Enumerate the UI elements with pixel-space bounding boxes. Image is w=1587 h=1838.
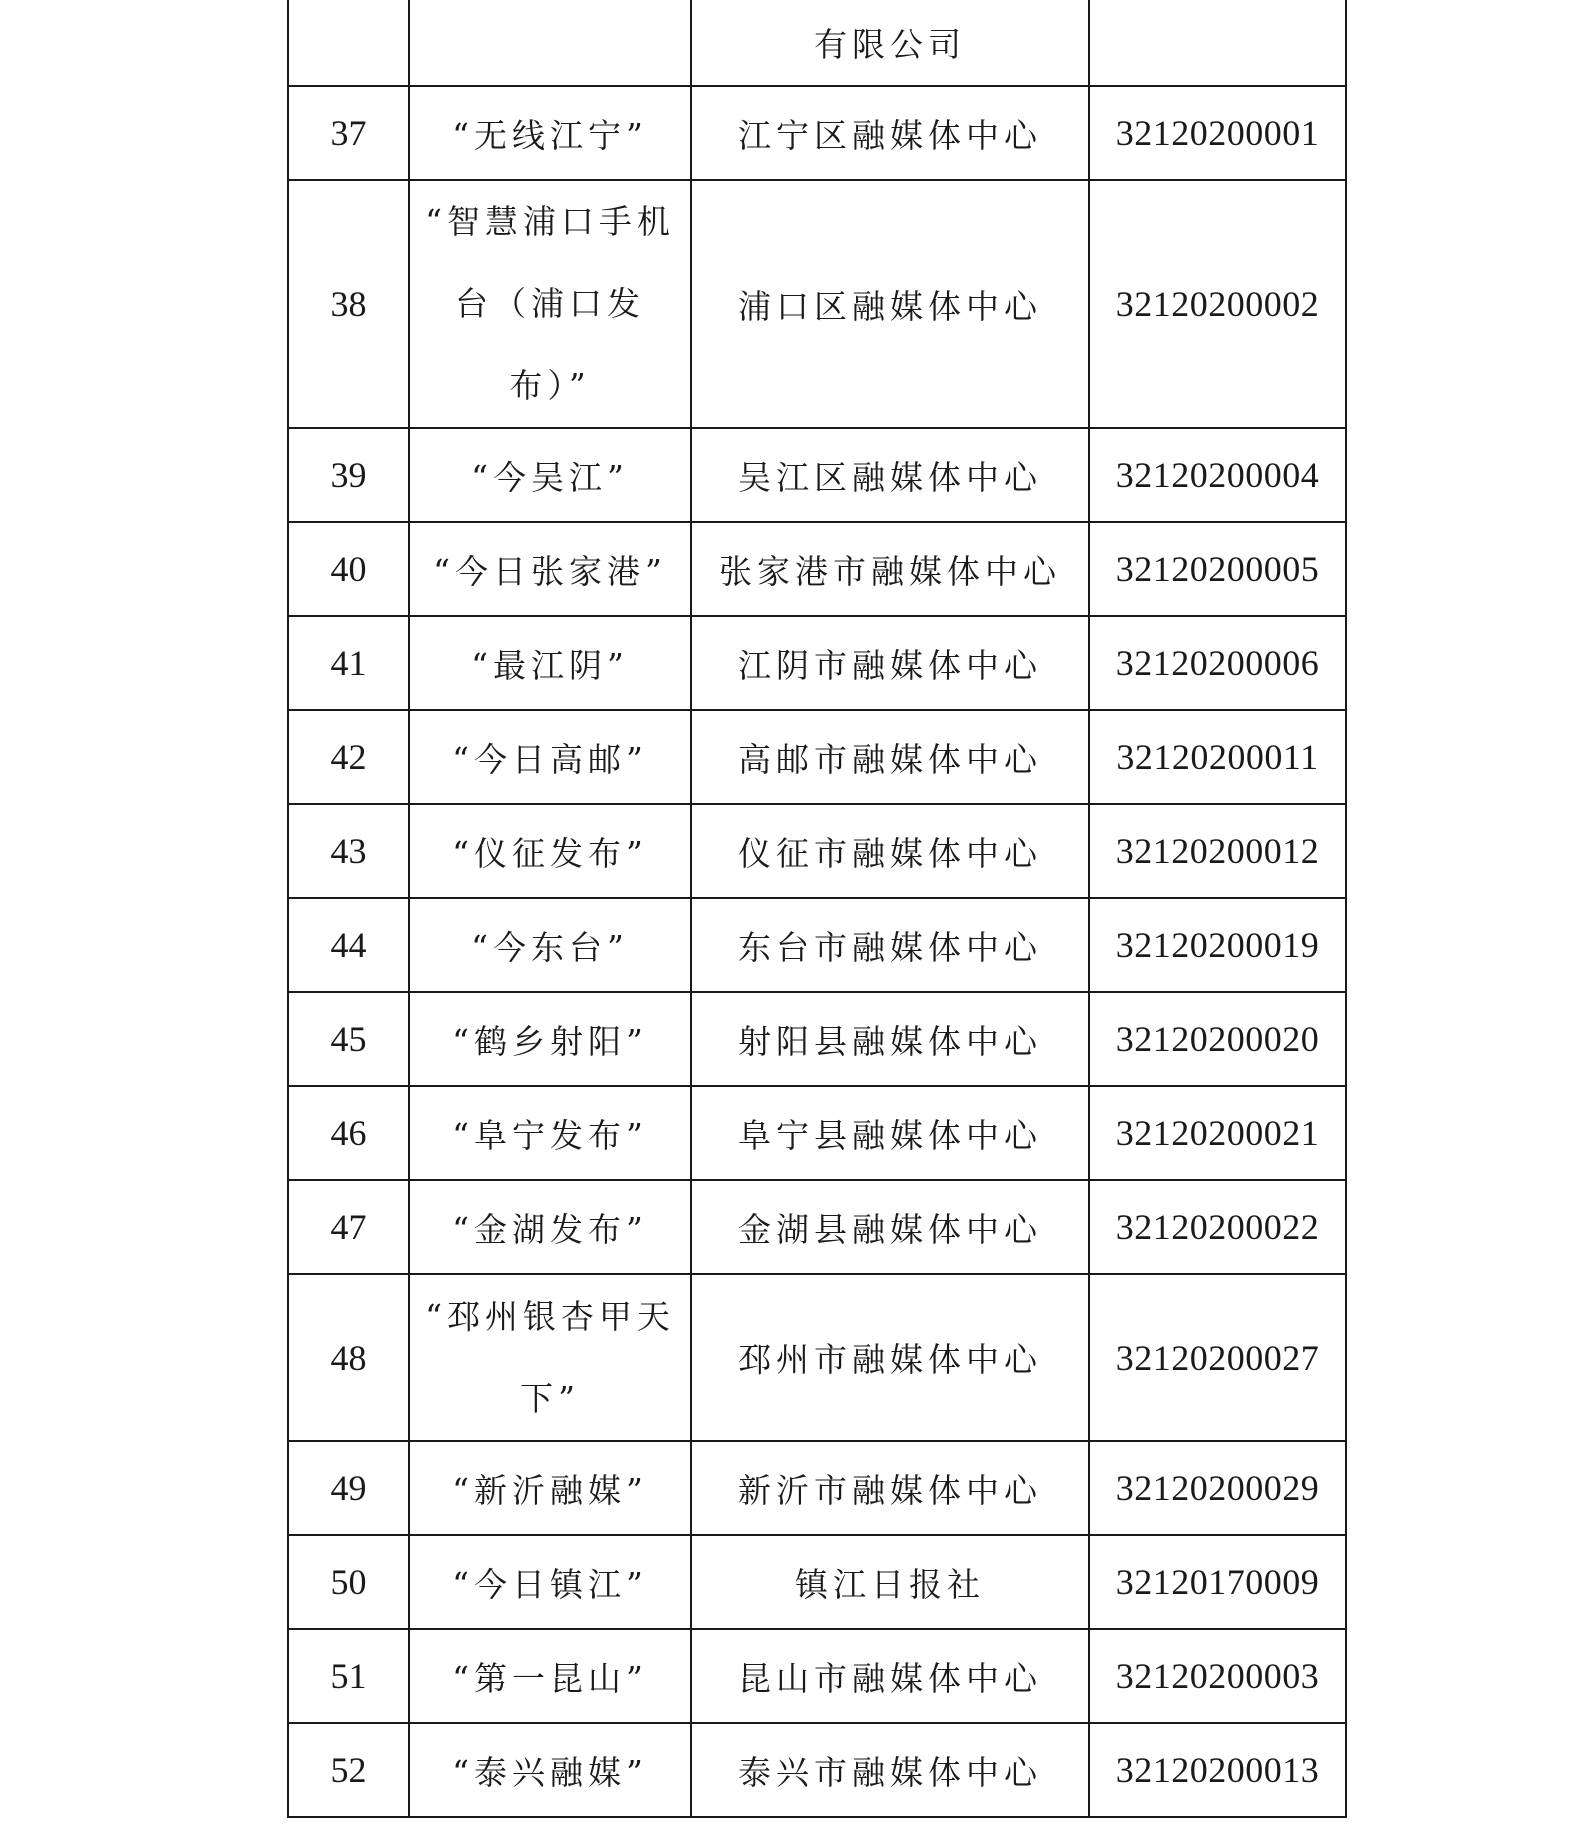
cell-code: 32120200001 [1089,86,1346,180]
cell-name: “无线江宁” [409,86,691,180]
cell-code: 32120200006 [1089,616,1346,710]
cell-organization: 射阳县融媒体中心 [691,992,1089,1086]
cell-number: 51 [288,1629,409,1723]
cell-organization: 新沂市融媒体中心 [691,1441,1089,1535]
cell-code: 32120200004 [1089,428,1346,522]
table-row [288,86,1346,180]
cell-code [1089,0,1346,86]
cell-name: “最江阴” [409,616,691,710]
table-row [288,710,1346,804]
table-row [288,428,1346,522]
cell-code: 32120200021 [1089,1086,1346,1180]
cell-organization: 阜宁县融媒体中心 [691,1086,1089,1180]
cell-name: “阜宁发布” [409,1086,691,1180]
cell-name: “泰兴融媒” [409,1723,691,1817]
cell-name: “第一昆山” [409,1629,691,1723]
cell-organization: 泰兴市融媒体中心 [691,1723,1089,1817]
table-row [288,804,1346,898]
table-row [288,1535,1346,1629]
cell-name: “今日高邮” [409,710,691,804]
cell-number: 48 [288,1274,409,1441]
cell-code: 32120170009 [1089,1535,1346,1629]
table-row [288,180,1346,428]
cell-organization: 有限公司 [691,0,1089,86]
table-row [288,1629,1346,1723]
cell-number: 40 [288,522,409,616]
cell-organization: 吴江区融媒体中心 [691,428,1089,522]
table-row [288,1086,1346,1180]
cell-number: 47 [288,1180,409,1274]
cell-name: “今日镇江” [409,1535,691,1629]
cell-organization: 邳州市融媒体中心 [691,1274,1089,1441]
cell-code: 32120200011 [1089,710,1346,804]
cell-organization: 东台市融媒体中心 [691,898,1089,992]
cell-number: 38 [288,180,409,428]
license-table-container [287,0,1345,1818]
cell-number: 50 [288,1535,409,1629]
cell-number: 45 [288,992,409,1086]
table-row [288,992,1346,1086]
cell-name: “今吴江” [409,428,691,522]
cell-name: “金湖发布” [409,1180,691,1274]
cell-organization: 昆山市融媒体中心 [691,1629,1089,1723]
table-row [288,898,1346,992]
cell-number: 41 [288,616,409,710]
cell-name: “邳州银杏甲天下” [409,1274,691,1441]
cell-name: “今日张家港” [409,522,691,616]
table-row [288,1180,1346,1274]
cell-code: 32120200022 [1089,1180,1346,1274]
table-row-continued [288,0,1346,86]
cell-organization: 浦口区融媒体中心 [691,180,1089,428]
cell-number: 43 [288,804,409,898]
license-table [287,0,1347,1818]
cell-name: “今东台” [409,898,691,992]
cell-name [409,0,691,86]
cell-name: “新沂融媒” [409,1441,691,1535]
cell-number: 44 [288,898,409,992]
table-row [288,1274,1346,1441]
cell-organization: 江宁区融媒体中心 [691,86,1089,180]
cell-number: 49 [288,1441,409,1535]
cell-code: 32120200020 [1089,992,1346,1086]
cell-name: “鹤乡射阳” [409,992,691,1086]
cell-organization: 高邮市融媒体中心 [691,710,1089,804]
cell-name: “仪征发布” [409,804,691,898]
cell-organization: 镇江日报社 [691,1535,1089,1629]
cell-code: 32120200029 [1089,1441,1346,1535]
cell-name: “智慧浦口手机台（浦口发布）” [409,180,691,428]
cell-code: 32120200002 [1089,180,1346,428]
cell-number: 37 [288,86,409,180]
cell-code: 32120200013 [1089,1723,1346,1817]
cell-number: 39 [288,428,409,522]
table-row [288,1441,1346,1535]
cell-organization: 金湖县融媒体中心 [691,1180,1089,1274]
cell-code: 32120200027 [1089,1274,1346,1441]
cell-code: 32120200003 [1089,1629,1346,1723]
cell-code: 32120200005 [1089,522,1346,616]
table-row [288,616,1346,710]
table-row [288,522,1346,616]
cell-code: 32120200019 [1089,898,1346,992]
cell-code: 32120200012 [1089,804,1346,898]
cell-organization: 仪征市融媒体中心 [691,804,1089,898]
cell-organization: 张家港市融媒体中心 [691,522,1089,616]
cell-organization: 江阴市融媒体中心 [691,616,1089,710]
cell-number [288,0,409,86]
cell-number: 52 [288,1723,409,1817]
cell-number: 42 [288,710,409,804]
table-row [288,1723,1346,1817]
cell-number: 46 [288,1086,409,1180]
